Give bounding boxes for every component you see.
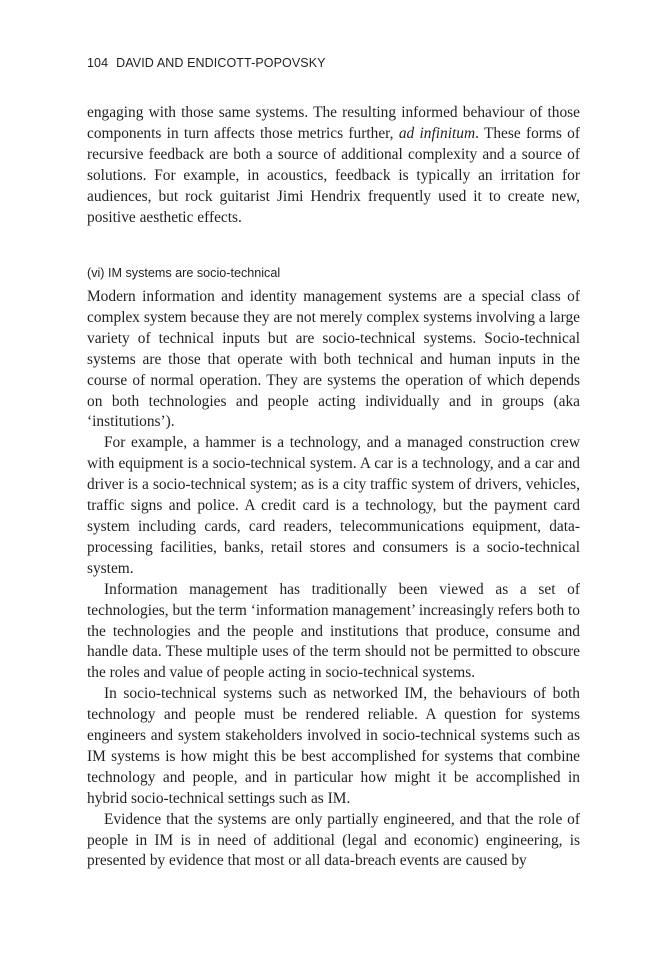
section-heading: (vi) IM systems are socio-technical [87, 266, 281, 280]
paragraph-5: Evidence that the systems are only partially engineered, and that the role of people in IM is in need of additional (legal and economic) engineering, is presented by evidence that most or all data-breach events are caused by [87, 810, 580, 870]
intro-emphasis: ad infinitum [398, 124, 476, 142]
paragraph-1: Modern information and identity management systems are a special class of complex system because they are not merely complex systems involving a large variety of technical inputs but are socio-technical systems. Socio-technical systems are those that operate with both technical and human inputs in the course of normal operation. They are systems the operation of which depends on both technologies and people acting individually and in groups (aka ‘institutions’). [87, 288, 580, 431]
running-head [87, 56, 326, 70]
paragraph-2: For example, a hammer is a technology, and a managed construction crew with equipment is a socio-technical system. A car is a technology, and a car and driver is a socio-technical system; as is a city traffic system of drivers, vehicles, traffic signs and police. A credit card is a technology, but the payment card system including cards, card readers, telecommunications equipment, data-processing facilities, banks, retail stores and consumers is a socio-technical system. [87, 434, 580, 577]
section-body [87, 287, 580, 872]
intro-text-end: . These forms of recursive feedback are both a source of additional complexity and a source of solutions. For example, in acoustics, feedback is typically an irritation for audiences, but rock guitarist Jimi Hendrix frequently used it to create new, positive aesthetic effects. [87, 124, 580, 226]
paragraph-4: In socio-technical systems such as networked IM, the behaviours of both technology and people must be rendered reliable. A question for systems engineers and system stakeholders involved in socio-technical systems such as IM systems is how might this be best accomplished for systems that combine technology and people, and in particular how might it be accomplished in hybrid socio-technical settings such as IM. [87, 685, 580, 807]
page-number: 104 [87, 56, 109, 70]
running-title: DAVID AND ENDICOTT-POPOVSKY [116, 56, 326, 70]
intro-paragraph [87, 103, 580, 228]
intro-text [87, 103, 580, 228]
intro-text-start: engaging with those same systems. The resulting informed behaviour of those components in turn affects those metrics further, [87, 104, 580, 142]
paragraph-3: Information management has traditionally been viewed as a set of technologies, but the term ‘information management’ increasingly refers both to the technologies and the people and institutions that produce, consume and handle data. These multiple uses of the term should not be permitted to obscure the roles and value of people acting in socio-technical systems. [87, 580, 580, 682]
